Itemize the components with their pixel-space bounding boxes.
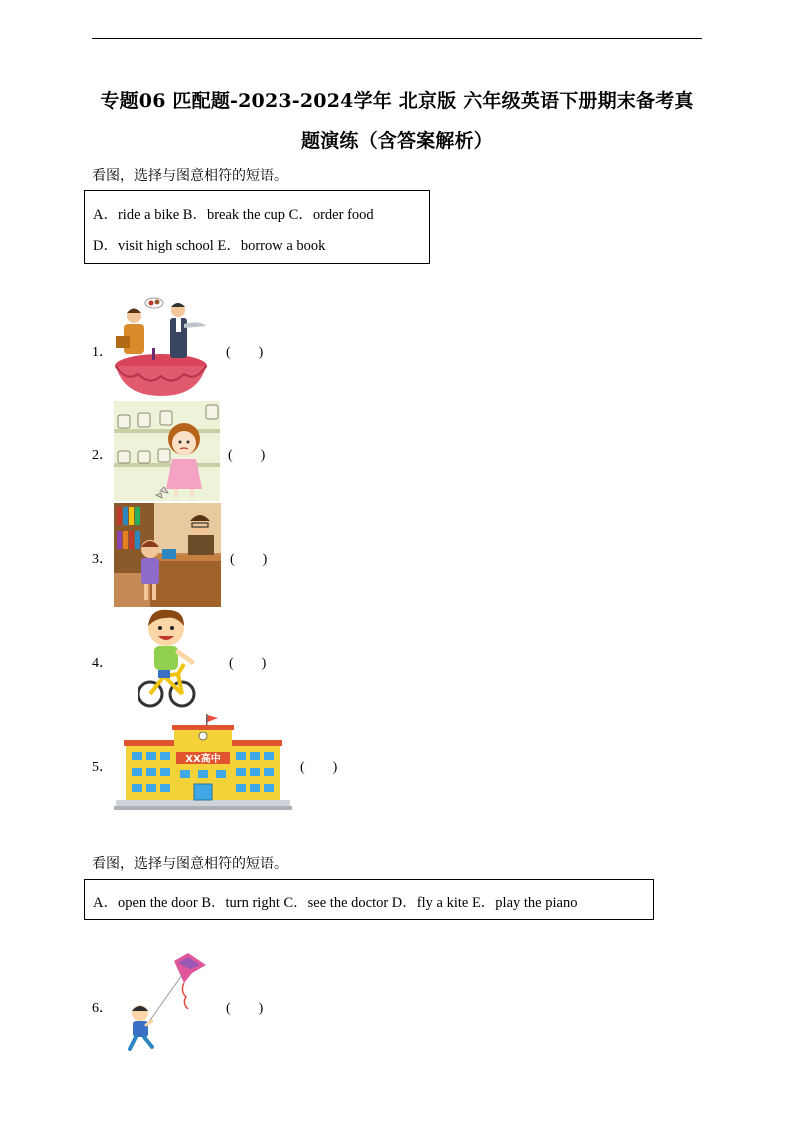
girl-broken-cup-icon [114, 401, 220, 501]
question-4-answer-blank[interactable]: ( ) [229, 656, 267, 671]
question-3-answer-blank[interactable]: ( ) [230, 552, 268, 567]
restaurant-waiter-icon [114, 296, 208, 396]
section1-options-row-1: A．ride a bike B．break the cup C．order food [93, 207, 374, 223]
question-1-answer-blank[interactable]: ( ) [226, 345, 264, 360]
section2-options-box [84, 879, 654, 920]
question-4-number: 4． [92, 656, 113, 671]
boy-flying-kite-icon [126, 951, 210, 1055]
question-6-number: 6． [92, 1001, 113, 1016]
school-sign-text: XX高中 [185, 754, 221, 765]
question-6-answer-blank[interactable]: ( ) [226, 1001, 264, 1016]
boy-bike-icon [138, 606, 196, 710]
question-5-answer-blank[interactable]: ( ) [300, 760, 338, 775]
question-2-number: 2． [92, 448, 113, 463]
section1-options-box [84, 190, 430, 264]
question-1-number: 1． [92, 345, 113, 360]
section1-options-row-2: D．visit high school E．borrow a book [93, 238, 326, 254]
high-school-building-icon [114, 712, 292, 810]
header-rule [92, 38, 702, 39]
section2-options-row-1: A．open the door B．turn right C．see the doctor D．fly a kite E．play the piano [93, 895, 578, 911]
question-2-answer-blank[interactable]: ( ) [228, 448, 266, 463]
section1-instruction: 看图，选择与图意相符的短语。 [92, 168, 288, 184]
question-3-number: 3． [92, 552, 113, 567]
page-title-line-1: 专题06 匹配题-2023-2024学年 北京版 六年级英语下册期末备考真 [100, 90, 694, 112]
page-title-line-2: 题演练（含答案解析） [300, 130, 493, 152]
section2-instruction: 看图，选择与图意相符的短语。 [92, 856, 288, 872]
library-borrow-icon [114, 503, 221, 607]
question-5-number: 5． [92, 760, 113, 775]
